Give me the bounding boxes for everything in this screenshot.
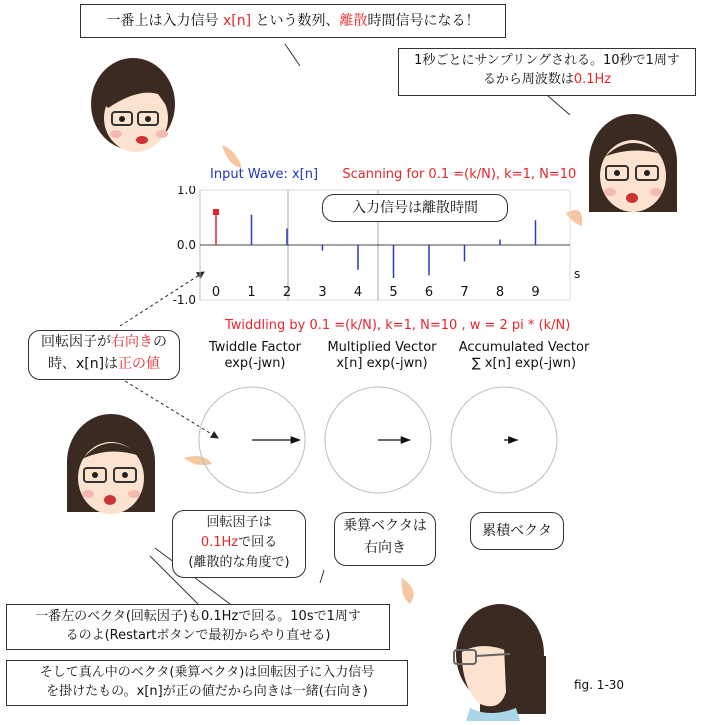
callout-bottom-2-line1: そして真ん中のベクタ(乗算ベクタ)は回転因子に入力信号 xyxy=(39,665,375,680)
box-multiplied-line1: 乗算ベクタは xyxy=(343,518,427,534)
callout-right-line1: 1秒ごとにサンプリングされる。10秒で1周す xyxy=(414,53,680,68)
callout-left-l1-post: の xyxy=(153,334,167,350)
callout-bottom-1-line1: 一番左のベクタ(回転因子)も0.1Hzで回る。10sで1周す xyxy=(35,609,361,624)
callout-left-l1-pre: 回転因子が xyxy=(41,334,111,350)
twiddle-sub: exp(-jwn) xyxy=(224,356,286,371)
x-tick-label: 6 xyxy=(424,285,434,300)
box-twiddle-line2-post: で回る xyxy=(238,535,278,550)
multiplied-sub: x[n] exp(-jwn) xyxy=(336,356,428,371)
callout-left-l2-em: 正の値 xyxy=(118,356,161,372)
chart-header xyxy=(210,167,576,182)
input-wave-label: Input Wave: x[n] xyxy=(210,167,319,182)
multiplied-title: Multiplied Vector xyxy=(327,340,437,355)
column-multiplied-title xyxy=(322,340,442,372)
box-multiplied-line2: 右向き xyxy=(364,540,406,556)
callout-top-mid: という数列、 xyxy=(251,13,340,29)
accumulated-title: Accumulated Vector xyxy=(458,340,590,355)
x-tick-label: 4 xyxy=(353,285,363,300)
callout-bottom-2 xyxy=(6,660,408,706)
x-tick-label: 7 xyxy=(460,285,469,300)
vector-circles xyxy=(190,386,570,498)
callout-top xyxy=(80,4,506,38)
scanning-label: Scanning for 0.1 =(k/N), k=1, N=10 xyxy=(342,167,577,182)
x-tick-label: 9 xyxy=(531,285,540,300)
accumulated-sub: ∑ x[n] exp(-jwn) xyxy=(471,356,577,371)
callout-left-l2-pre: 時、x[n]は xyxy=(47,356,119,372)
x-tick-label: 1 xyxy=(247,285,256,300)
twiddle-header: Twiddling by 0.1 =(k/N), k=1, N=10 , w = 2 pi * (k/N) xyxy=(225,318,571,333)
callout-top-pre: 一番上は入力信号 xyxy=(106,13,223,29)
figure-label: fig. 1-30 xyxy=(574,678,625,692)
chart-note-box xyxy=(322,194,508,222)
x-tick-label: 5 xyxy=(389,285,398,300)
box-multiplied xyxy=(334,512,436,566)
column-twiddle-title xyxy=(200,340,310,372)
x-tick-label: 3 xyxy=(318,285,327,300)
callout-top-em: 離散 xyxy=(339,13,368,29)
callout-left-l1-em: 右向き xyxy=(111,334,153,350)
box-twiddle xyxy=(172,510,306,578)
callout-right-freq: 0.1Hz xyxy=(573,72,612,87)
current-sample-marker xyxy=(213,209,219,215)
y-tick-label: 1.0 xyxy=(176,186,196,197)
callout-bottom-1-line2: るのよ(Restartボタンで最初からやり直せる) xyxy=(65,628,331,643)
callout-right-line2: るから周波数は xyxy=(482,72,574,87)
callout-top-post: 時間信号になる！ xyxy=(367,13,480,29)
twiddle-title: Twiddle Factor xyxy=(208,340,302,355)
callout-left xyxy=(28,330,180,380)
box-twiddle-line1: 回転因子は xyxy=(206,515,272,530)
x-tick-label: 2 xyxy=(282,285,292,300)
column-accumulated-title xyxy=(454,340,594,372)
box-accumulated-line1: 累積ベクタ xyxy=(482,523,552,539)
y-tick-label: 0.0 xyxy=(176,238,196,252)
callout-top-xn: x[n] xyxy=(222,13,252,29)
x-tick-label: 0 xyxy=(211,285,221,300)
callout-right xyxy=(398,48,696,96)
callout-bottom-2-line2: を掛けたもの。x[n]が正の値だから向きは一緒(右向き) xyxy=(46,684,368,699)
box-twiddle-line3: (離散的な角度で) xyxy=(188,555,290,570)
callout-bottom-1 xyxy=(6,604,390,650)
box-accumulated xyxy=(470,512,564,550)
x-tick-label: 8 xyxy=(495,285,505,300)
box-twiddle-freq: 0.1Hz xyxy=(200,535,239,550)
x-unit-label: s xyxy=(574,267,581,281)
chart-note: 入力信号は離散時間 xyxy=(352,200,478,216)
y-tick-label: -1.0 xyxy=(172,293,196,307)
